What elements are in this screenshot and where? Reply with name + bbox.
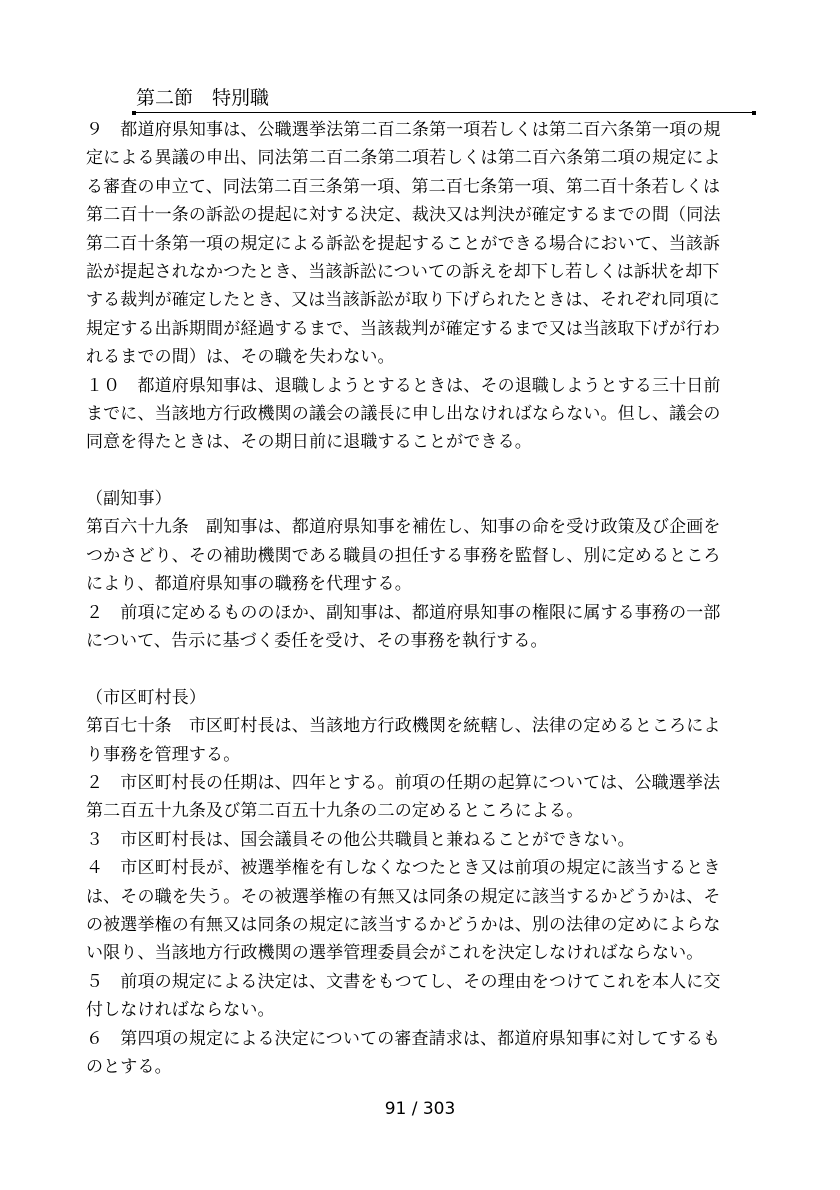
text-line: 第百六十九条 副知事は、都道府県知事を補佐し、知事の命を受け政策及び企画を (86, 517, 721, 538)
text-line: 規定する出訴期間が経過するまで、当該裁判が確定するまで又は当該取下げが行わ (86, 318, 721, 339)
text-line: 同意を得たときは、その期日前に退職することができる。 (86, 432, 532, 453)
text-line: ２ 前項に定めるもののほか、副知事は、都道府県知事の権限に属する事務の一部 (86, 602, 721, 623)
text-line: ５ 前項の規定による決定は、文書をもつてし、その理由をつけてこれを本人に交 (86, 971, 721, 992)
text-line: る審査の申立て、同法第二百三条第一項、第二百七条第一項、第二百十条若しくは (86, 176, 721, 197)
text-line: （市区町村長） (86, 687, 207, 708)
text-line: の被選挙権の有無又は同条の規定に該当するかどうかは、別の法律の定めによらな (86, 914, 721, 935)
text-line: つかさどり、その補助機関である職員の担任する事務を監督し、別に定めるところ (86, 545, 721, 566)
text-line: ２ 市区町村長の任期は、四年とする。前項の任期の起算については、公職選挙法 (86, 772, 721, 793)
text-line: （副知事） (86, 489, 172, 510)
text-line: １０ 都道府県知事は、退職しようとするときは、その退職しようとする三十日前 (86, 375, 721, 396)
blank-line (86, 655, 756, 683)
text-line: 第百七十条 市区町村長は、当該地方行政機関を統轄し、法律の定めるところによ (86, 716, 721, 737)
document-body (86, 116, 756, 1081)
text-line: れるまでの間）は、その職を失わない。 (86, 347, 395, 368)
text-line: 定による異議の申出、同法第二百二条第二項若しくは第二百六条第二項の規定によ (86, 148, 721, 169)
text-line: 第二百十一条の訴訟の提起に対する決定、裁決又は判決が確定するまでの間（同法 (86, 205, 721, 226)
page-number: 91 / 303 (384, 1099, 456, 1119)
section-title: 第二節 特別職 (136, 87, 270, 109)
text-line: までに、当該地方行政機関の議会の議長に申し出なければならない。但し、議会の (86, 403, 721, 424)
text-line: ３ 市区町村長は、国会議員その他公共職員と兼ねることができない。 (86, 829, 635, 850)
header-rule-right-mark (752, 111, 756, 115)
text-line: について、告示に基づく委任を受け、その事務を執行する。 (86, 631, 548, 652)
text-line: 第二百十条第一項の規定による訴訟を提起することができる場合において、当該訴 (86, 233, 721, 254)
header-rule-left-mark (132, 111, 136, 115)
text-line: は、その職を失う。その被選挙権の有無又は同条の規定に該当するかどうかは、そ (86, 886, 721, 907)
text-line: い限り、当該地方行政機関の選挙管理委員会がこれを決定しなければならない。 (86, 943, 704, 964)
text-line: する裁判が確定したとき、又は当該訴訟が取り下げられたときは、それぞれ同項に (86, 290, 720, 311)
section-header (134, 84, 754, 113)
text-line: り事務を管理する。 (86, 744, 241, 765)
blank-line (86, 457, 756, 485)
text-line: ４ 市区町村長が、被選挙権を有しなくなつたとき又は前項の規定に該当するとき (86, 858, 721, 879)
text-line: 第二百五十九条及び第二百五十九条の二の定めるところによる。 (86, 801, 584, 822)
text-line: 訟が提起されなかつたとき、当該訴訟についての訴えを却下し若しくは訴状を却下 (86, 261, 720, 282)
text-line: ９ 都道府県知事は、公職選挙法第二百二条第一項若しくは第二百六条第一項の規 (86, 120, 721, 140)
text-line: により、都道府県知事の職務を代理する。 (86, 574, 412, 595)
text-line: のとする。 (86, 1056, 172, 1077)
text-line: 付しなければならない。 (86, 1000, 275, 1021)
text-line: ６ 第四項の規定による決定についての審査請求は、都道府県知事に対してするも (86, 1028, 721, 1049)
